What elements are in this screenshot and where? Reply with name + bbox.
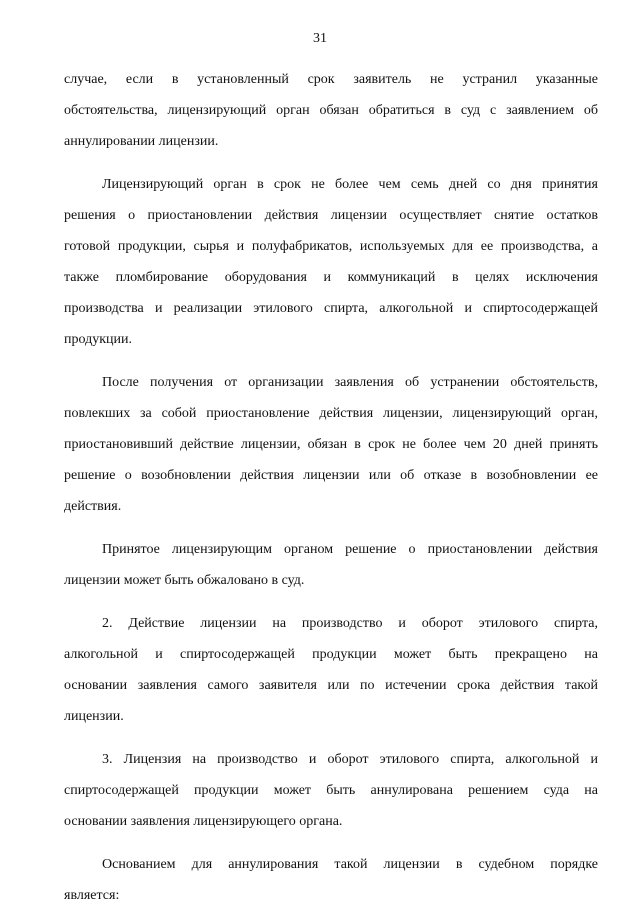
text-line: После получения от организации заявления об устранении обстоятельств,	[102, 375, 598, 390]
paragraph	[64, 64, 598, 157]
text-line: производства и реализации этилового спирта, алкогольной и спиртосодержащей	[64, 301, 598, 316]
text-line: является:	[64, 888, 120, 903]
paragraph	[64, 534, 598, 596]
text-line: Основанием для аннулирования такой лицензии в судебном порядке	[102, 857, 598, 872]
text-line: приостановивший действие лицензии, обязан в срок не более чем 20 дней принять	[64, 437, 598, 452]
text-line: действия.	[64, 499, 122, 514]
paragraph	[64, 367, 598, 522]
text-line: аннулировании лицензии.	[64, 134, 219, 149]
text-line: Принятое лицензирующим органом решение о приостановлении действия	[102, 542, 598, 557]
text-line: решения о приостановлении действия лицензии осуществляет снятие остатков	[64, 208, 598, 223]
text-line: решение о возобновлении действия лицензии или об отказе в возобновлении ее	[64, 468, 598, 483]
text-line: спиртосодержащей продукции может быть аннулирована решением суда на	[64, 783, 598, 798]
document-body	[64, 64, 598, 923]
text-line: Лицензирующий орган в срок не более чем семь дней со дня принятия	[102, 177, 598, 192]
text-line: также пломбирование оборудования и коммуникаций в целях исключения	[64, 270, 598, 285]
text-line: лицензии.	[64, 709, 124, 724]
text-line: продукции.	[64, 332, 132, 347]
text-line: повлекших за собой приостановление действия лицензии, лицензирующий орган,	[64, 406, 598, 421]
text-line: алкогольной и спиртосодержащей продукции может быть прекращено на	[64, 647, 598, 662]
paragraph	[64, 169, 598, 355]
text-line: основании заявления лицензирующего органа.	[64, 814, 343, 829]
paragraph	[64, 744, 598, 837]
text-line: 3. Лицензия на производство и оборот этилового спирта, алкогольной и	[102, 752, 598, 767]
text-line: случае, если в установленный срок заявитель не устранил указанные	[64, 72, 598, 87]
paragraph	[64, 849, 598, 911]
paragraph	[64, 608, 598, 732]
text-line: 2. Действие лицензии на производство и оборот этилового спирта,	[102, 616, 598, 631]
text-line: основании заявления самого заявителя или по истечении срока действия такой	[64, 678, 598, 693]
page-number: 31	[313, 31, 327, 46]
text-line: готовой продукции, сырья и полуфабрикатов, используемых для ее производства, а	[64, 239, 598, 254]
text-line: лицензии может быть обжаловано в суд.	[64, 573, 305, 588]
text-line: обстоятельства, лицензирующий орган обязан обратиться в суд с заявлением об	[64, 103, 598, 118]
